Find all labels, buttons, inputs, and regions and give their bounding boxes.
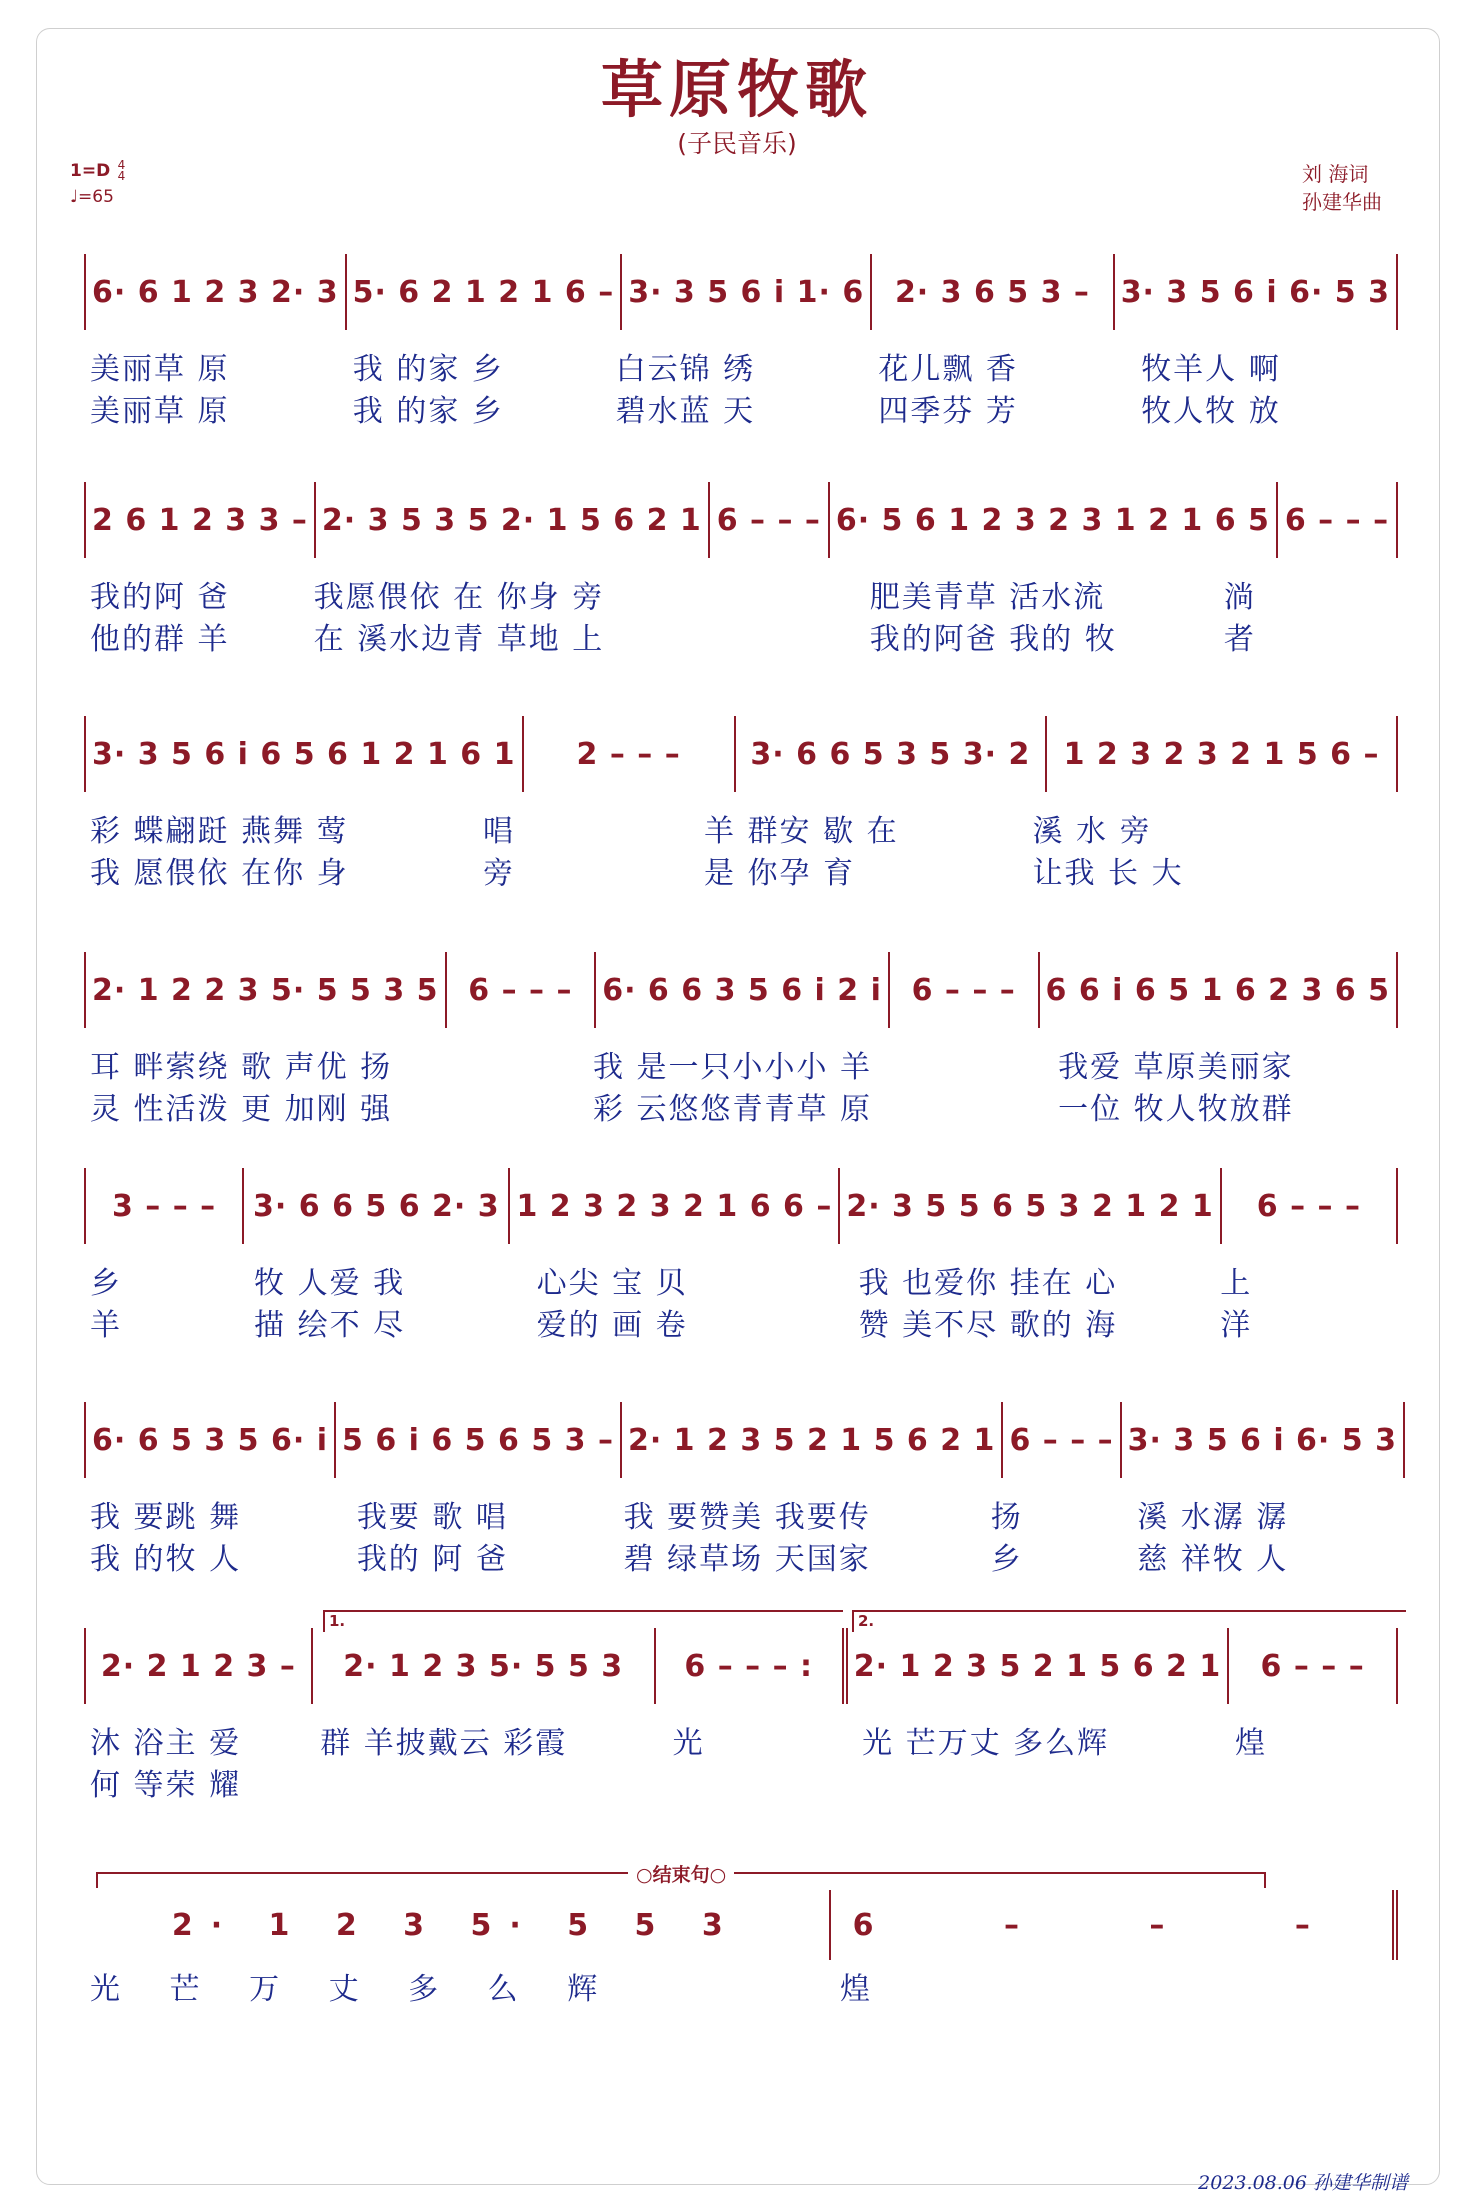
volta-1: 1. <box>323 1610 843 1632</box>
key-signature <box>70 160 125 182</box>
measure: 2· 1 2 3 5 2 1 5 6 2 1 <box>622 1402 1003 1478</box>
measure: 6 – – – <box>1278 482 1398 558</box>
lyric: 心尖 宝 贝 <box>536 1266 688 1301</box>
lyric: 牧人牧 放 <box>1141 394 1281 429</box>
credits <box>1302 160 1402 216</box>
notes-line <box>84 952 1398 1028</box>
lyric: 赞 美不尽 歌的 海 <box>858 1308 1118 1343</box>
measure: 5 6 i 6 5 6 5 3 – <box>336 1402 622 1478</box>
measure: 5· 6 2 1 2 1 6 – <box>347 254 623 330</box>
lyric: 何 等荣 耀 <box>90 1768 242 1803</box>
lyric: 我 的家 乡 <box>352 352 504 387</box>
notes-line <box>84 1168 1398 1244</box>
lyric-line-1 <box>84 1494 1398 1534</box>
lyric: 洋 <box>1220 1308 1253 1343</box>
lyric: 溪 水 旁 <box>1032 814 1152 849</box>
lyric-line-2 <box>84 1302 1398 1342</box>
measure: 6· 6 6 3 5 6 i 2 i <box>596 952 890 1028</box>
notes-line <box>84 254 1398 330</box>
measure: 2 6 1 2 3 3 – <box>84 482 316 558</box>
measure: 6 – – – <box>831 1890 1398 1960</box>
lyric: 灵 性活泼 更 加刚 强 <box>90 1092 393 1127</box>
lyric: 白云锦 绣 <box>615 352 756 387</box>
measure: 6· 6 5 3 5 6· i <box>84 1402 336 1478</box>
lyric: 让我 长 大 <box>1032 856 1184 891</box>
measure: 6 – – – : <box>656 1628 848 1704</box>
lyric: 我爱 草原美丽家 <box>1058 1050 1294 1085</box>
measure: 1 2 3 2 3 2 1 6 6 – <box>510 1168 840 1244</box>
composer: 孙建华曲 <box>1302 190 1382 214</box>
lyric: 描 绘不 尽 <box>254 1308 406 1343</box>
lyric: 碧 绿草场 天国家 <box>623 1542 871 1577</box>
measure: 3 – – – <box>84 1168 244 1244</box>
measure: 2 – – – <box>524 716 736 792</box>
lyric: 淌 <box>1223 580 1256 615</box>
lyric: 我 也爱你 挂在 心 <box>858 1266 1118 1301</box>
lyric: 者 <box>1223 622 1256 657</box>
lyric: 我 的牧 人 <box>90 1542 242 1577</box>
lyric: 扬 <box>990 1500 1023 1535</box>
lyric: 牧 人爱 我 <box>254 1266 406 1301</box>
lyric: 沐 浴主 爱 <box>90 1726 242 1761</box>
lyric: 我 要赞美 我要传 <box>623 1500 871 1535</box>
lyric-line-1 <box>84 574 1398 614</box>
lyric: 在 溪水边青 草地 上 <box>313 622 605 657</box>
coda-label: ○结束句○ <box>628 1860 734 1887</box>
lyric-line-2 <box>84 1762 1398 1802</box>
measure: 6 – – – <box>890 952 1040 1028</box>
lyric: 羊 群安 歇 在 <box>704 814 899 849</box>
measure: 3· 6 6 5 3 5 3· 2 <box>736 716 1047 792</box>
lyric: 他的群 羊 <box>90 622 230 657</box>
lyric: 唱 <box>483 814 515 849</box>
footer-credit: 2023.08.06 孙建华制谱 <box>1198 2172 1408 2194</box>
lyric: 煌 <box>840 1972 872 2007</box>
ending-notes <box>84 1890 1398 1960</box>
notes-line <box>84 1402 1398 1478</box>
lyric: 碧水蓝 天 <box>615 394 756 429</box>
lyric: 爱的 画 卷 <box>536 1308 688 1343</box>
lyric-line-1 <box>84 1044 1398 1084</box>
measure: 6· 5 6 1 2 3 2 3 1 2 1 6 5 <box>830 482 1278 558</box>
measure: 3· 3 5 6 i 6· 5 3 <box>1122 1402 1405 1478</box>
lyric: 彩 云悠悠青青草 原 <box>592 1092 873 1127</box>
lyric: 肥美青草 活水流 <box>869 580 1106 615</box>
measure: 3· 3 5 6 i 6· 5 3 <box>1115 254 1398 330</box>
measure: 6· 6 1 2 3 2· 3 <box>84 254 347 330</box>
notes-line <box>84 1628 1398 1704</box>
lyric: 美丽草 原 <box>90 352 230 387</box>
time-top: 4 <box>117 158 126 172</box>
measure: 3· 3 5 6 i 1· 6 <box>622 254 872 330</box>
lyric: 我的阿爸 我的 牧 <box>869 622 1117 657</box>
lyric: 我的 阿 爸 <box>356 1542 508 1577</box>
measure: 6 6 i 6 5 1 6 2 3 6 5 <box>1040 952 1398 1028</box>
lyric: 我的阿 爸 <box>90 580 230 615</box>
measure: 3· 3 5 6 i 6 5 6 1 2 1 6 1 <box>84 716 524 792</box>
notes-line <box>84 716 1398 792</box>
lyric: 乡 <box>90 1266 122 1301</box>
lyric: 我 是一只小小小 羊 <box>592 1050 873 1085</box>
subtitle: (子民音乐) <box>677 129 797 158</box>
measure: 2· 3 5 5 6 5 3 2 1 2 1 <box>840 1168 1221 1244</box>
key-label: 1=D <box>70 161 111 181</box>
lyric-line-2 <box>84 616 1398 656</box>
measure: 2· 1 2 3 5 2 1 5 6 2 1 <box>848 1628 1229 1704</box>
time-bottom: 4 <box>117 169 126 183</box>
lyric-line-1 <box>84 1260 1398 1300</box>
ending-lyrics <box>84 1966 1398 2006</box>
song-title: 草原牧歌 <box>600 53 873 126</box>
lyric-line-1 <box>84 1720 1398 1760</box>
lyric: 上 <box>1220 1266 1253 1301</box>
time-signature <box>118 160 126 182</box>
measure: 1 2 3 2 3 2 1 5 6 – <box>1047 716 1398 792</box>
lyric: 群 羊披戴云 彩霞 <box>320 1726 568 1761</box>
measure: 6 – – – <box>1003 1402 1121 1478</box>
measure: 6 – – – <box>1222 1168 1398 1244</box>
lyricist: 刘 海词 <box>1302 162 1369 186</box>
lyric: 是 你孕 育 <box>704 856 856 891</box>
measure: 2· 1 2 3 5· 5 5 3 <box>84 1890 831 1960</box>
lyric: 我要 歌 唱 <box>356 1500 508 1535</box>
measure: 6 – – – <box>710 482 830 558</box>
lyric-line-1 <box>84 808 1398 848</box>
lyric: 光 芒 万 丈 多 么 辉 <box>90 1972 618 2007</box>
measure: 3· 6 6 5 6 2· 3 <box>244 1168 510 1244</box>
lyric-line-2 <box>84 1536 1398 1576</box>
lyric: 牧羊人 啊 <box>1141 352 1281 387</box>
lyric: 我 愿偎依 在你 身 <box>90 856 349 891</box>
measure: 2· 3 6 5 3 – <box>872 254 1114 330</box>
lyric: 我愿偎依 在 你身 旁 <box>313 580 605 615</box>
measure: 6 – – – <box>1229 1628 1398 1704</box>
lyric: 耳 畔萦绕 歌 声优 扬 <box>90 1050 393 1085</box>
lyric: 煌 <box>1234 1726 1267 1761</box>
lyric: 我 要跳 舞 <box>90 1500 242 1535</box>
lyric: 慈 祥牧 人 <box>1137 1542 1289 1577</box>
tempo-marking: ♩=65 <box>70 187 114 207</box>
measure: 6 – – – <box>447 952 597 1028</box>
volta-2: 2. <box>852 1610 1406 1632</box>
lyric: 彩 蝶翩跹 燕舞 莺 <box>90 814 349 849</box>
lyric: 一位 牧人牧放群 <box>1058 1092 1294 1127</box>
lyric: 我 的家 乡 <box>352 394 504 429</box>
lyric: 花儿飘 香 <box>878 352 1018 387</box>
measure: 2· 1 2 3 5· 5 5 3 <box>313 1628 656 1704</box>
lyric: 光 芒万丈 多么辉 <box>862 1726 1110 1761</box>
lyric: 溪 水潺 潺 <box>1137 1500 1289 1535</box>
lyric: 光 <box>672 1726 705 1761</box>
lyric: 乡 <box>990 1542 1023 1577</box>
measure: 2· 3 5 3 5 2· 1 5 6 2 1 <box>316 482 710 558</box>
lyric-line-2 <box>84 388 1398 428</box>
lyric-line-1 <box>84 346 1398 386</box>
lyric: 旁 <box>483 856 515 891</box>
notes-line <box>84 482 1398 558</box>
lyric: 美丽草 原 <box>90 394 230 429</box>
measure: 2· 1 2 2 3 5· 5 5 3 5 <box>84 952 447 1028</box>
lyric-line-2 <box>84 1086 1398 1126</box>
measure: 2· 2 1 2 3 – <box>84 1628 313 1704</box>
lyric: 四季芬 芳 <box>878 394 1018 429</box>
lyric: 羊 <box>90 1308 122 1343</box>
lyric-line-2 <box>84 850 1398 890</box>
